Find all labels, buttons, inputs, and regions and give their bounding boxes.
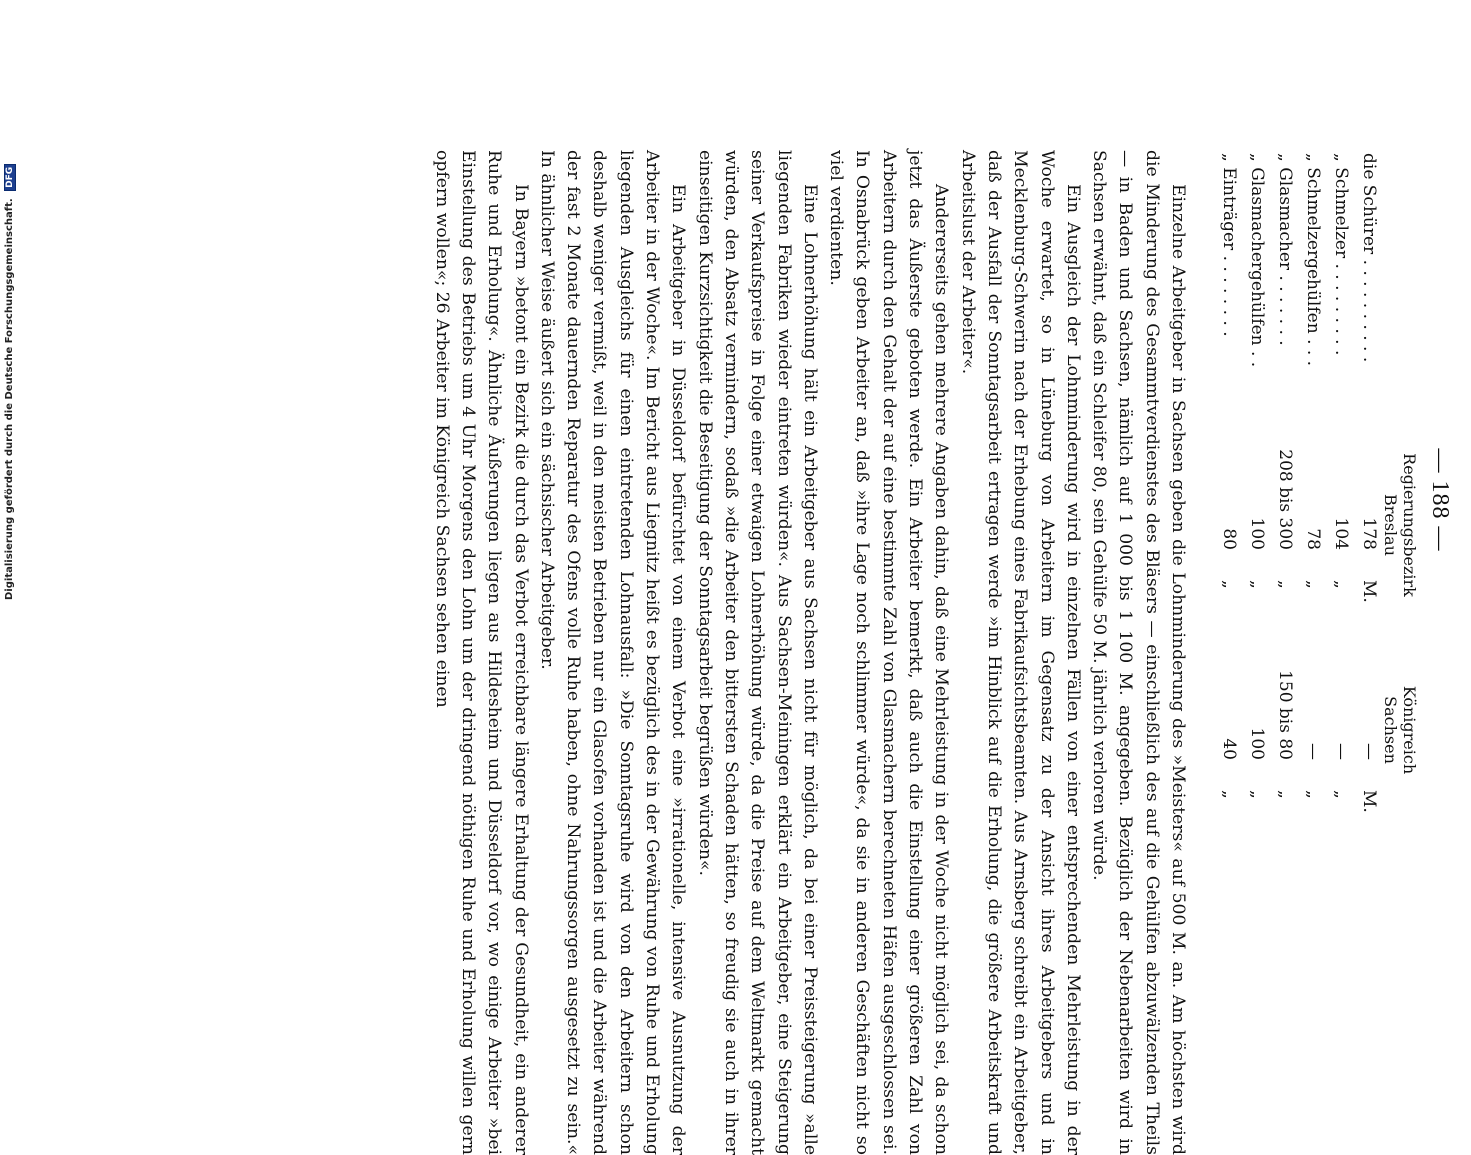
sachsen-value: 150 bis 80: [1275, 670, 1295, 760]
table-column-header-sachsen: Königreich Sachsen: [1381, 685, 1419, 775]
row-label: „ Schmelzer . . . . . . . . .: [1331, 153, 1351, 356]
breslau-value: 178: [1359, 517, 1379, 550]
paragraph: In Bayern »betont ein Bezirk die durch das Verbot erreichbare längere Erhaltung der Gesundheit, ein anderer Ruhe und Erholung«. Ähnliche Äußerungen liegen aus Hildesheim und Düsseldorf vor, wo einige Arbeiter »bei Einstellung des Betriebs um 4 Uhr Morgens den Lohn um der dringend nöthigen Ruhe und Erholung willen gern opfern wollen«; 26 Arbeiter im Königreich Sachsen sehen einen: [431, 150, 531, 1155]
sachsen-unit: M.: [1359, 790, 1379, 813]
sachsen-unit: „: [1275, 790, 1295, 799]
table-row: [1326, 0, 1351, 1000]
sachsen-unit: „: [1303, 790, 1323, 799]
sachsen-unit: „: [1331, 790, 1351, 799]
table-column-header-breslau: Regierungsbezirk Breslau: [1381, 453, 1419, 597]
dfg-logo: DFG: [4, 164, 16, 191]
paragraph: Ein Ausgleich der Lohnminderung wird in einzelnen Fällen von einer entsprechenden Mehrleistung in der Woche erwartet, so in Lüneburg von Arbeitern im Gegensatz zu der Ansicht ihres Arbeitgebers und in Mecklenburg-Schwerin nach der Erhebung eines Fabrikaufsichtsbeamten. Aus Arnsberg schreibt ein Arbeitgeber, daß der Ausfall der Sonntagsarbeit ertragen werde »im Hinblick auf die Erholung, die größere Arbeitskraft und Arbeitslust der Arbeiter«.: [957, 150, 1083, 1155]
breslau-unit: „: [1331, 580, 1351, 589]
sachsen-value: 40: [1219, 738, 1239, 760]
sachsen-value: 100: [1247, 727, 1267, 760]
breslau-value: 80: [1219, 528, 1239, 550]
row-label: „ Glasmacher . . . . . . .: [1275, 153, 1295, 346]
sachsen-unit: „: [1219, 790, 1239, 799]
breslau-unit: „: [1303, 580, 1323, 589]
breslau-unit: M.: [1359, 580, 1379, 603]
paragraph: Ein Arbeitgeber in Düsseldorf befürchtet von einem Verbot eine »irrationelle, intensive Ausnutzung der Arbeiter in der Woche«. Im Bericht aus Liegnitz heißt es bezüglich des in der Gewährung von Ruhe und Erholung liegenden Ausgleichs für einen eintretenden Lohnausfall: »Die Sonntagsruhe wird von den Arbeitern schon deshalb weniger vermißt, weil in den meisten Betrieben nur ein Glasofen vorhanden ist und die Arbeiter während der fast 2 Monate dauernden Reparatur des Ofens volle Ruhe haben, ohne Nahrungssorgen ausgesetzt zu sein.« In ähnlicher Weise äußert sich ein sächsischer Arbeitgeber.: [536, 150, 689, 1155]
sachsen-value: —: [1359, 743, 1379, 760]
row-label: „ Schmelzergehülfen . . .: [1303, 153, 1323, 367]
paragraph: Andererseits gehen mehrere Angaben dahin, daß eine Mehrleistung in der Woche nicht möglich sei, da schon jetzt das Äußerste geboten werde. Ein Arbeiter bemerkt, daß auch die Einstellung einer größeren Zahl von Arbeitern durch den Gehalt der auf eine bestimmte Zahl von Glasmachern berechneten Häfen ausgeschlossen sei. In Osnabrück geben Arbeiter an, daß »ihre Lage noch schlimmer würde«, da sie in anderen Geschäften nicht so viel verdienten.: [826, 150, 952, 1155]
table-row: [1270, 0, 1295, 1000]
breslau-value: 208 bis 300: [1275, 449, 1295, 550]
row-label: „ Glasmachergehülfen . .: [1247, 153, 1267, 368]
breslau-value: 78: [1303, 528, 1323, 550]
body-text: [428, 150, 1191, 1155]
paragraph: Einzelne Arbeitgeber in Sachsen geben die Lohnminderung des »Meisters« auf 500 M. an. Am höchsten wird die Minderung des Gesammtverdienstes des Bläsers — einschließlich des auf die Gehülfen abzuwälzenden Theils — in Baden und Sachsen, nämlich auf 1 000 bis 1 100 M. angegeben. Bezüglich der Nebenarbeiten wird in Sachsen erwähnt, daß ein Schleifer 80, sein Gehülfe 50 M. jährlich verloren würde.: [1089, 150, 1188, 1155]
sachsen-unit: „: [1247, 790, 1267, 799]
credit-text: Digitalisierung gefördert durch die Deutsche Forschungsgemeinschaft.: [4, 198, 15, 600]
table-row: [1298, 0, 1323, 1000]
page-number: — 188 —: [1427, 448, 1453, 552]
breslau-unit: „: [1219, 580, 1239, 589]
breslau-unit: „: [1275, 580, 1295, 589]
row-label: die Schürer . . . . . . . . . .: [1359, 153, 1379, 363]
table-row: [1214, 0, 1239, 1000]
breslau-value: 104: [1331, 517, 1351, 550]
table-row: [1354, 0, 1379, 1000]
sachsen-value: —: [1331, 743, 1351, 760]
table-row: [1242, 0, 1267, 1000]
breslau-value: 100: [1247, 517, 1267, 550]
digitization-credit: [4, 164, 16, 600]
breslau-unit: „: [1247, 580, 1267, 589]
sachsen-value: —: [1303, 743, 1323, 760]
row-label: „ Einträger . . . . . . . .: [1219, 153, 1239, 337]
paragraph: Eine Lohnerhöhung hält ein Arbeitgeber aus Sachsen nicht für möglich, da bei einer Preissteigerung »alle liegenden Fabriken wieder eintreten würden«. Aus Sachsen-Meiningen erklärt ein Arbeitgeber, eine Steigerung seiner Verkaufspreise in Folge einer etwaigen Lohnerhöhung würde, da die Preise auf dem Weltmarkt gemacht würden, den Absatz vermindern, sodaß »die Arbeiter den bittersten Schaden hätten, so freudig sie auch in ihrer einseitigen Kurzsichtigkeit die Beseitigung der Sonntagsarbeit begrüßen würden«.: [694, 150, 820, 1155]
